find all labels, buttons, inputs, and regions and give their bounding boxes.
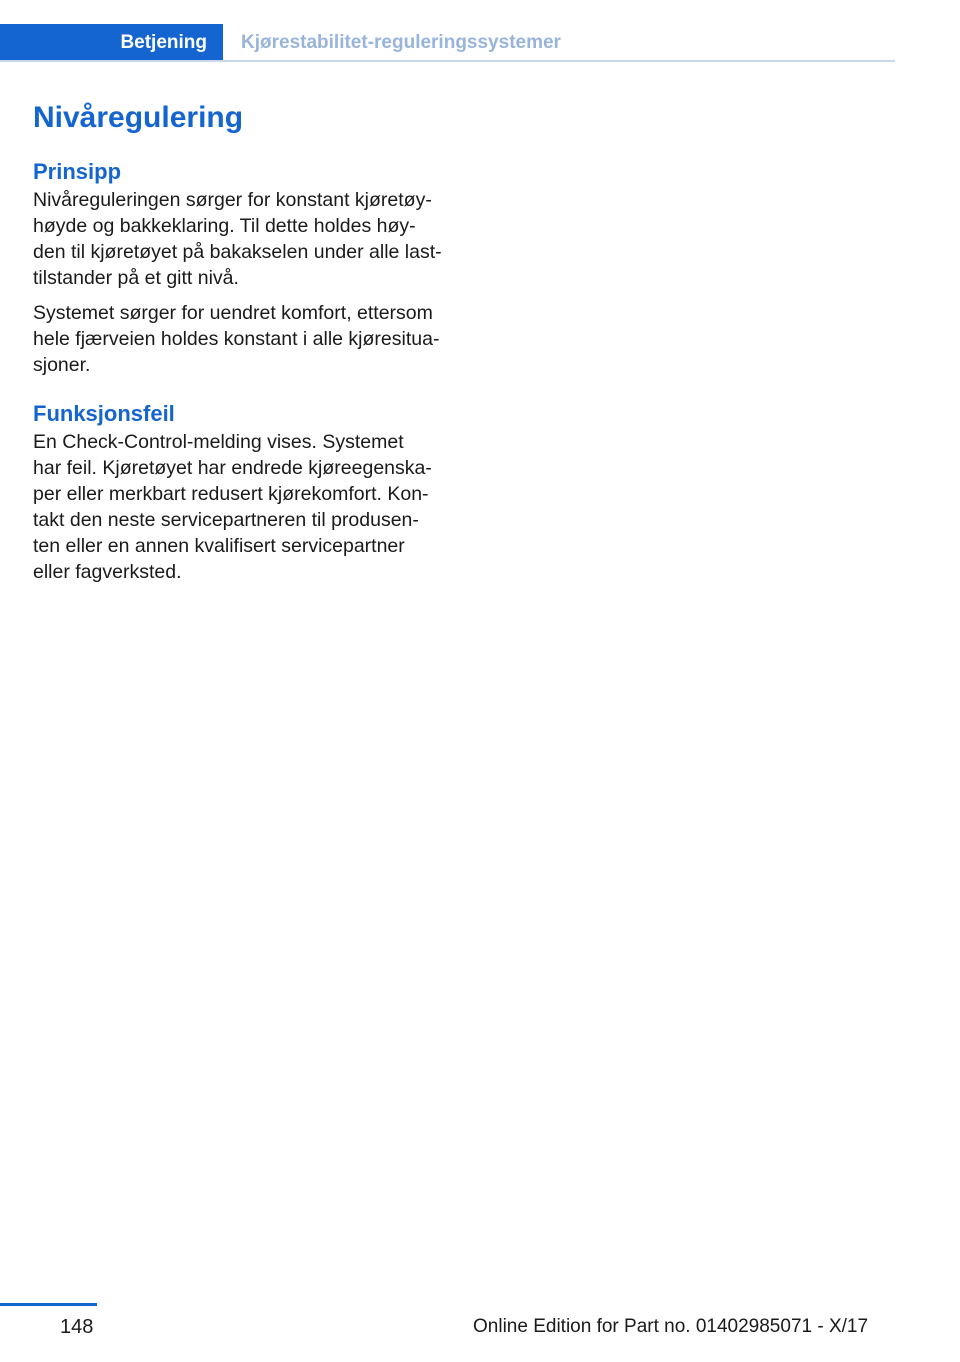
section-heading-prinsipp: Prinsipp — [33, 159, 122, 184]
text-line: eller fagverksted. — [33, 561, 182, 583]
text-line: sjoner. — [33, 354, 91, 376]
text-line: ten eller en annen kvalifisert servicepartner — [33, 535, 405, 557]
text-line: har feil. Kjøretøyet har endrede kjøreegenska- — [33, 457, 432, 479]
text-line: Systemet sørger for uendret komfort, ettersom — [33, 302, 433, 324]
section-spacer — [33, 387, 453, 399]
page-number: 148 — [60, 1316, 94, 1338]
page-title: Nivåregulering — [33, 101, 244, 134]
section-heading-funksjonsfeil: Funksjonsfeil — [33, 401, 175, 426]
text-line: En Check-Control-melding vises. Systemet — [33, 431, 404, 453]
main-content — [33, 98, 453, 594]
header-divider — [0, 60, 895, 62]
section-tab-label: Betjening — [120, 32, 207, 53]
paragraph — [33, 187, 453, 291]
text-line: Nivåreguleringen sørger for konstant kjøretøy- — [33, 189, 432, 211]
chapter-label: Kjørestabilitet-reguleringssystemer — [241, 32, 561, 53]
section-tab — [0, 24, 223, 62]
text-line: hele fjærveien holdes konstant i alle kjøresitua- — [33, 328, 440, 350]
text-line: takt den neste servicepartneren til produsen- — [33, 509, 419, 531]
footer-accent-line — [0, 1303, 97, 1306]
paragraph — [33, 429, 453, 585]
text-line: tilstander på et gitt nivå. — [33, 267, 239, 289]
text-line: høyde og bakkeklaring. Til dette holdes høy- — [33, 215, 416, 237]
text-line: per eller merkbart redusert kjørekomfort. Kon- — [33, 483, 429, 505]
text-line: den til kjøretøyet på bakakselen under alle last- — [33, 241, 442, 263]
paragraph — [33, 300, 453, 378]
edition-text: Online Edition for Part no. 01402985071 - X/17 — [473, 1316, 869, 1337]
